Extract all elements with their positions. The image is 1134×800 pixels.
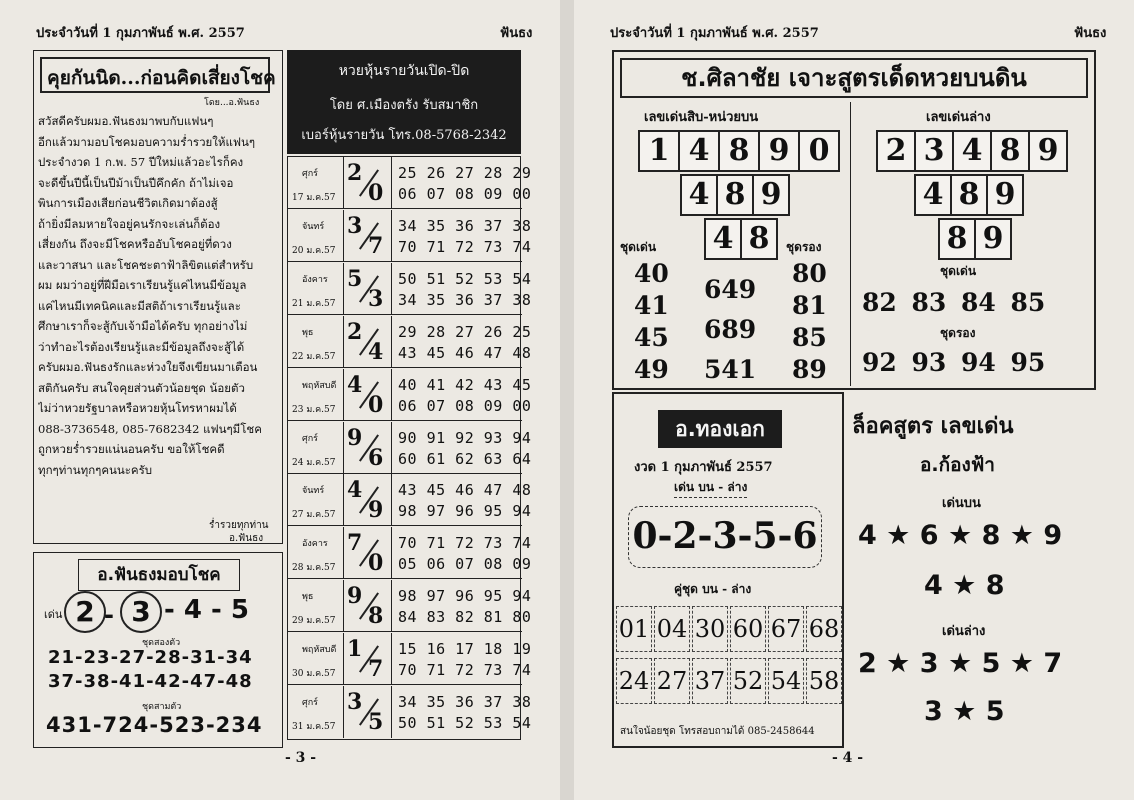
stats-day-cell — [288, 633, 344, 685]
right-header-brand: ฟันธง — [1074, 26, 1107, 41]
column-body — [38, 111, 280, 480]
stats-pair-bottom: 0 — [368, 391, 384, 418]
digit-box: 2 — [876, 130, 916, 172]
stats-day-name: อังคาร — [302, 274, 328, 285]
digit-box: 1 — [638, 130, 680, 172]
bottom-lead-label: ชุดเด่น — [940, 264, 977, 278]
stats-day-date: 24 ม.ค.57 — [292, 457, 336, 468]
column-line: สวัสดีครับผมอ.ฟันธงมาพบกับแฟนๆ — [38, 114, 214, 128]
pair-cell: 68 — [806, 606, 842, 652]
column-line: พินการเมืองเสียก่อนชีวิตเกิดมาต้องสู้ — [38, 196, 218, 210]
stats-pair-bottom: 7 — [368, 232, 384, 259]
silachai-box — [612, 50, 1096, 390]
stats-line-1: 25 26 27 28 29 — [398, 164, 532, 182]
stats-pair-cell — [344, 474, 392, 526]
stats-pair-bottom: 0 — [368, 180, 384, 206]
lucky-box — [33, 552, 283, 748]
top-sub-label: ชุดรอง — [786, 240, 822, 254]
stats-row — [288, 580, 532, 632]
thongek-name: อ.ทองเอก — [658, 410, 782, 448]
stats-line-1: 29 28 27 26 25 — [398, 322, 532, 341]
formula-top-label: เด่นบน — [942, 496, 981, 511]
column-line: อีกแล้วมามอบโชคมอบความร่ำรวยให้แฟนๆ — [38, 134, 256, 149]
column-line: ครับผมอ.ฟันธงรักและห่วงใยจึงเขียนมาเตือน — [38, 360, 258, 374]
digit-box: 9 — [974, 218, 1012, 260]
stock-title: หวยหุ้นรายวันเปิด-ปิด — [338, 63, 470, 79]
stats-day-cell — [288, 210, 344, 262]
formula-bottom-row-2: 3 ★ 5 — [924, 696, 1005, 727]
top-mid-number: 649 — [704, 275, 757, 304]
stats-line-2: 98 97 96 95 94 — [398, 502, 532, 521]
column-title: คุยกันนิด...ก่อนคิดเสี่ยงโชค — [47, 67, 276, 89]
digit-box: 8 — [950, 174, 988, 216]
stats-line-1: 43 45 46 47 48 — [398, 481, 532, 500]
top-sub-col — [792, 258, 827, 386]
digit-box: 3 — [914, 130, 954, 172]
column-line: ทุกๆท่านทุกๆคนนะครับ — [38, 462, 153, 477]
lucky-dash: - — [104, 601, 114, 629]
stats-day-date: 17 ม.ค.57 — [292, 193, 336, 203]
digit-box: 4 — [704, 218, 742, 260]
stats-pair-cell — [344, 316, 392, 368]
top-sub-number: 89 — [792, 355, 827, 384]
lucky-rest: - 4 - 5 — [164, 595, 249, 625]
pair-cell: 60 — [730, 606, 766, 652]
stats-row — [288, 474, 532, 526]
formula-top-row: 4 ★ 6 ★ 8 ★ 9 — [858, 520, 1063, 551]
formula-title: ล็อคสูตร เลขเด่น — [852, 414, 1014, 439]
stats-day-date: 23 ม.ค.57 — [292, 404, 336, 415]
stats-pair-top: 3 — [347, 212, 363, 239]
stats-line-2: 06 07 08 09 00 — [398, 185, 532, 203]
column-sign-1: ร่ำรวยทุกท่าน — [209, 520, 269, 531]
stats-line-2: 70 71 72 73 74 — [398, 661, 532, 680]
stats-pair-top: 5 — [347, 265, 363, 292]
bottom-row-1 — [876, 130, 1066, 172]
column-line: ว่าทำอะไรต้องเรียนรู้และมีข้อมูลถึงจะสู้ได้ — [38, 339, 245, 354]
stats-day-name: พุธ — [302, 592, 314, 603]
stats-day-date: 21 ม.ค.57 — [292, 298, 336, 309]
stats-day-name: พฤหัสบดี — [302, 380, 337, 391]
formula-top-row-2: 4 ★ 8 — [924, 570, 1005, 601]
digit-box: 8 — [740, 218, 778, 260]
pair-cell: 24 — [616, 658, 652, 704]
column-article — [33, 50, 283, 544]
right-page-number: - 4 - — [832, 750, 864, 766]
stats-day-name: ศุกร์ — [302, 698, 318, 708]
digit-box: 8 — [716, 174, 754, 216]
stats-day-name: พฤหัสบดี — [302, 645, 337, 656]
stats-row — [288, 316, 532, 368]
stats-pair-cell — [344, 369, 392, 421]
stats-line-2: 50 51 52 53 54 — [398, 714, 532, 732]
bottom-label: เลขเด่นล่าง — [926, 110, 991, 125]
stats-pair-top: 4 — [347, 371, 363, 398]
stats-line-1: 40 41 42 43 45 — [398, 375, 532, 394]
stats-pair-bottom: 9 — [368, 497, 384, 524]
digit-box: 4 — [680, 174, 718, 216]
stats-day-cell — [288, 422, 344, 474]
stats-day-name: จันทร์ — [302, 486, 325, 497]
top-lead-col — [634, 258, 669, 386]
stats-pair-cell — [344, 686, 392, 738]
stats-day-cell — [288, 686, 344, 738]
top-sub-number: 81 — [792, 291, 827, 320]
column-line: ถ้ายิ่งมีลมหายใจอยู่คนรักจะเล่นก็ต้อง — [38, 216, 221, 231]
digit-box: 9 — [986, 174, 1024, 216]
stats-day-cell — [288, 263, 344, 315]
column-line: ศึกษาเราก็จะสู้กับเจ้ามือได้ครับ ทุกอย่างไม่ — [38, 319, 248, 333]
stats-day-name: อังคาร — [302, 539, 328, 550]
right-page — [574, 0, 1134, 800]
top-mid-number: 541 — [704, 355, 757, 384]
formula-box — [850, 392, 1096, 748]
top-row-2 — [680, 174, 788, 216]
stats-line-2: 06 07 08 09 00 — [398, 396, 532, 415]
stats-line-1: 50 51 52 53 54 — [398, 269, 532, 288]
lucky-lead-label: เด่น — [44, 608, 63, 621]
column-byline: โดย...อ.ฟันธง — [204, 98, 260, 108]
column-line: ถูกหวยร่ำรวยแน่นอนครับ ขอให้โชคดี — [38, 442, 225, 456]
stats-pair-top: 2 — [347, 160, 363, 186]
formula-author: อ.ก้องฟ้า — [920, 454, 995, 476]
stats-row — [288, 527, 532, 579]
stats-line-1: 90 91 92 93 94 — [398, 428, 532, 447]
stock-header — [287, 50, 521, 154]
stock-by: โดย ศ.เมืองตรัง รับสมาชิก — [329, 98, 479, 113]
stats-day-date: 30 ม.ค.57 — [292, 669, 336, 680]
stats-pair-top: 1 — [347, 636, 363, 663]
silachai-divider — [850, 102, 851, 386]
column-line: เสี่ยงกัน ถึงจะมีโชคหรืออับโชคอยู่ที่ดวง — [38, 237, 232, 251]
digit-box: 9 — [1028, 130, 1068, 172]
stats-row — [288, 422, 532, 474]
stats-pair-cell — [344, 422, 392, 474]
bottom-sub-label: ชุดรอง — [940, 326, 976, 340]
digit-box: 8 — [718, 130, 760, 172]
stats-pair-cell — [344, 263, 392, 315]
thongek-subtitle: เด่น บน - ล่าง — [674, 478, 747, 498]
column-title-box — [40, 57, 276, 93]
thongek-lead: 0-2-3-5-6 — [628, 506, 822, 568]
digit-box: 9 — [752, 174, 790, 216]
thongek-pair-label: คู่ชุด บน - ล่าง — [674, 582, 752, 596]
bottom-row-3 — [938, 218, 1010, 260]
silachai-banner: ช.ศิลาชัย เจาะสูตรเด็ดหวยบนดิน — [620, 58, 1088, 98]
top-row-1 — [638, 130, 838, 172]
stats-pair-bottom: 8 — [368, 603, 384, 630]
stats-row — [288, 157, 532, 209]
stats-line-1: 34 35 36 37 38 — [398, 216, 532, 235]
stats-pair-bottom: 7 — [368, 656, 384, 683]
bottom-sub-row: 92 93 94 95 — [862, 348, 1046, 377]
stats-day-name: จันทร์ — [302, 221, 325, 232]
top-lead-label: ชุดเด่น — [620, 240, 657, 254]
left-header-date: ประจำวันที่ 1 กุมภาพันธ์ พ.ศ. 2557 — [36, 26, 245, 41]
stats-pair-top: 7 — [347, 530, 363, 557]
stats-day-name: พุธ — [302, 327, 314, 338]
pair-cell: 04 — [654, 606, 690, 652]
stats-day-date: 29 ม.ค.57 — [292, 616, 336, 627]
top-lead-number: 45 — [634, 323, 669, 352]
stats-pair-top: 3 — [347, 689, 363, 715]
stats-day-date: 28 ม.ค.57 — [292, 563, 336, 574]
stats-pair-cell — [344, 527, 392, 579]
stats-line-1: 98 97 96 95 94 — [398, 587, 532, 606]
stats-day-date: 20 ม.ค.57 — [292, 245, 336, 256]
lucky-two-line-1: 21-23-27-28-31-34 — [48, 647, 253, 668]
pair-cell: 54 — [768, 658, 804, 704]
top-lead-number: 41 — [634, 291, 669, 320]
left-page — [0, 0, 560, 800]
column-line: 088-3736548, 085-7682342 แฟนๆมีโชค — [38, 421, 262, 436]
stats-row — [288, 210, 532, 262]
pair-cell: 37 — [692, 658, 728, 704]
thongek-pairs-top — [616, 606, 844, 652]
digit-box: 0 — [798, 130, 840, 172]
pair-cell: 30 — [692, 606, 728, 652]
top-mid-number: 689 — [704, 315, 757, 344]
stats-row — [288, 633, 532, 685]
stats-line-2: 70 71 72 73 74 — [398, 237, 532, 256]
pair-cell: 67 — [768, 606, 804, 652]
stats-day-cell — [288, 474, 344, 526]
stats-pair-cell — [344, 580, 392, 632]
top-label: เลขเด่นสิบ-หน่วยบน — [644, 110, 759, 125]
lucky-three-line: 431-724-523-234 — [46, 713, 263, 737]
stats-pair-bottom: 5 — [368, 709, 384, 735]
stats-day-date: 31 ม.ค.57 — [292, 722, 336, 732]
top-mid-col — [704, 270, 756, 390]
stock-phone: เบอร์หุ้นรายวัน โทร.08-5768-2342 — [301, 128, 507, 143]
lucky-title: อ.ฟันธงมอบโชค — [78, 559, 240, 591]
stats-row — [288, 263, 532, 315]
stats-day-date: 22 ม.ค.57 — [292, 351, 336, 362]
lucky-two-label: ชุดสองตัว — [142, 638, 181, 648]
column-line: สติกันครับ สนใจคุยส่วนตัวน้อยชุด น้อยตัว — [38, 380, 245, 395]
stats-day-cell — [288, 316, 344, 368]
stats-line-2: 60 61 62 63 64 — [398, 449, 532, 468]
stats-row — [288, 686, 532, 738]
left-header-brand: ฟันธง — [500, 26, 533, 41]
stats-day-cell — [288, 527, 344, 579]
top-sub-number: 85 — [792, 323, 827, 352]
pair-cell: 27 — [654, 658, 690, 704]
digit-box: 8 — [990, 130, 1030, 172]
formula-bottom-label: เด่นล่าง — [942, 624, 986, 639]
digit-box: 4 — [678, 130, 720, 172]
stats-day-cell — [288, 157, 344, 209]
stats-row — [288, 369, 532, 421]
stats-day-cell — [288, 369, 344, 421]
formula-bottom-row: 2 ★ 3 ★ 5 ★ 7 — [858, 648, 1063, 679]
pair-cell: 58 — [806, 658, 842, 704]
pair-cell: 52 — [730, 658, 766, 704]
column-line: แค่ไหนมีเทคนิคและมีสติถ้าเราเรียนรู้และ — [38, 298, 241, 313]
pair-cell: 01 — [616, 606, 652, 652]
digit-box: 4 — [952, 130, 992, 172]
stats-day-name: ศุกร์ — [302, 169, 318, 179]
top-sub-number: 80 — [792, 259, 827, 288]
lucky-two-line-2: 37-38-41-42-47-48 — [48, 671, 253, 692]
stats-line-2: 05 06 07 08 09 — [398, 555, 532, 574]
lucky-three-label: ชุดสามตัว — [142, 702, 182, 712]
digit-box: 9 — [758, 130, 800, 172]
stats-day-name: ศุกร์ — [302, 433, 318, 444]
stats-pair-top: 9 — [347, 424, 363, 451]
stats-line-2: 43 45 46 47 48 — [398, 343, 532, 362]
bottom-lead-row: 82 83 84 85 — [862, 288, 1046, 317]
stats-line-1: 70 71 72 73 74 — [398, 534, 532, 553]
lucky-circle-2: 3 — [120, 591, 162, 633]
thongek-draw: งวด 1 กุมภาพันธ์ 2557 — [634, 460, 773, 475]
stats-line-1: 34 35 36 37 38 — [398, 693, 532, 711]
thongek-box — [612, 392, 844, 748]
stats-pair-top: 9 — [347, 583, 363, 610]
column-line: ผม ผมว่าอยู่ที่ฝีมือเราเรียนรู้แค่ไหนมีข้อมูล — [38, 278, 247, 292]
bottom-row-2 — [914, 174, 1022, 216]
column-line: และวาสนา และโชคชะตาฟ้าลิขิตแต่สำหรับ — [38, 257, 254, 272]
stats-line-2: 34 35 36 37 38 — [398, 290, 532, 309]
right-header-date: ประจำวันที่ 1 กุมภาพันธ์ พ.ศ. 2557 — [610, 26, 819, 41]
stats-pair-top: 2 — [347, 318, 363, 345]
thongek-pairs-bottom — [616, 658, 844, 704]
left-page-number: - 3 - — [285, 750, 317, 766]
stats-pair-cell — [344, 633, 392, 685]
column-line: ประจำงวด 1 ก.พ. 57 ปีใหม่แล้วอะไรก็คง — [38, 155, 244, 169]
top-row-3 — [704, 218, 776, 260]
stats-day-cell — [288, 580, 344, 632]
stats-pair-cell — [344, 210, 392, 262]
thongek-contact: สนใจน้อยชุด โทรสอบถามได้ 085-2458644 — [620, 726, 815, 737]
stats-day-date: 27 ม.ค.57 — [292, 510, 336, 521]
column-line: ไม่ว่าหวยรัฐบาลหรือหวยหุ้นโทรหาผมได้ — [38, 401, 237, 415]
digit-box: 8 — [938, 218, 976, 260]
stats-pair-cell — [344, 157, 392, 209]
stats-pair-bottom: 3 — [368, 285, 384, 312]
stats-pair-bottom: 4 — [368, 338, 384, 365]
stats-pair-bottom: 0 — [368, 550, 384, 577]
stats-line-2: 84 83 82 81 80 — [398, 608, 532, 627]
top-lead-number: 49 — [634, 355, 669, 384]
stats-pair-top: 4 — [347, 477, 363, 504]
stats-table — [287, 156, 532, 740]
lucky-circle-1: 2 — [64, 591, 106, 633]
stats-pair-bottom: 6 — [368, 444, 384, 471]
column-line: จะดีขึ้นปีนี้เป็นปีม้าเป็นปีคึกคัก ถ้าไม่เจอ — [38, 175, 234, 190]
stats-line-1: 15 16 17 18 19 — [398, 640, 532, 659]
top-lead-number: 40 — [634, 259, 669, 288]
digit-box: 4 — [914, 174, 952, 216]
column-sign-2: อ.ฟันธง — [229, 533, 264, 544]
